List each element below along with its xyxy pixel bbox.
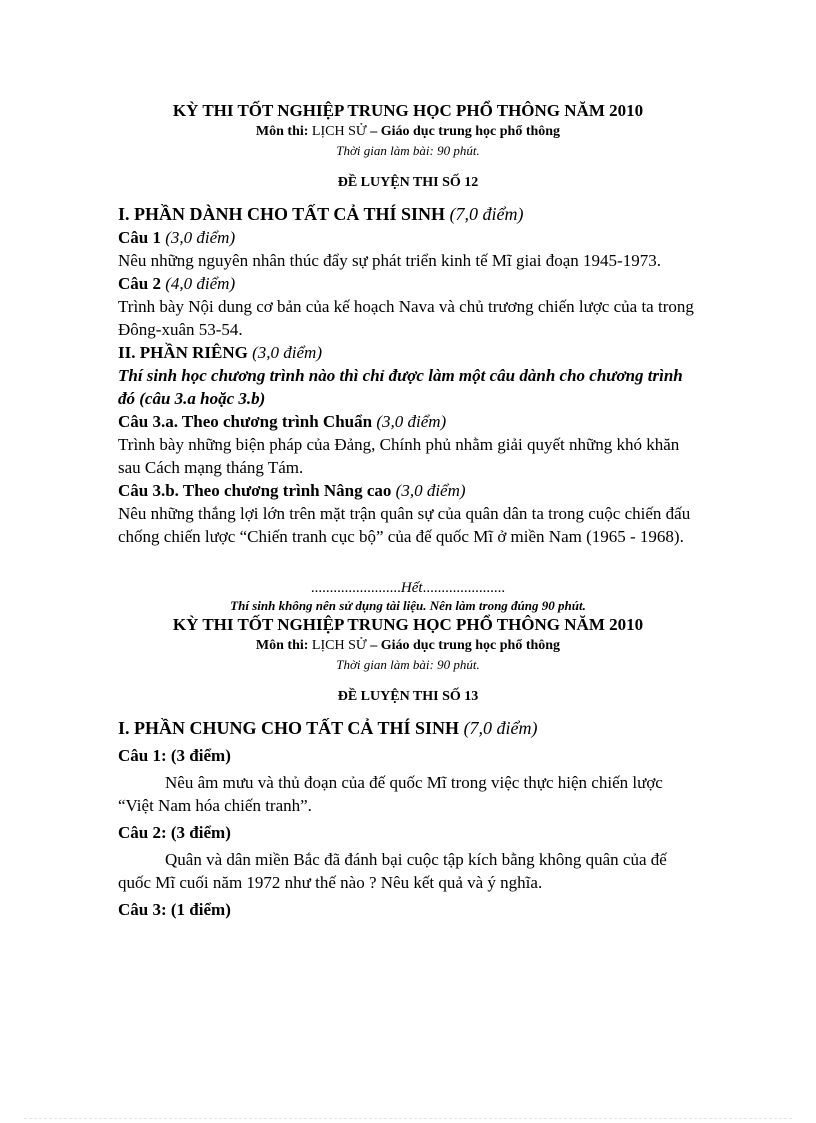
- exam-number: ĐỀ LUYỆN THI SỐ 12: [337, 175, 479, 190]
- section-2-title: II. PHẦN RIÊNG: [118, 343, 248, 362]
- section-2-points: (3,0 điểm): [247, 343, 322, 362]
- question-2-text: Trình bày Nội dung cơ bản của kế hoạch Nava và chủ trương chiến lược của ta trong Đông-xuân 53-54.: [118, 297, 694, 339]
- section-1-title: I. PHẦN CHUNG CHO TẤT CẢ THÍ SINH: [118, 718, 460, 738]
- question-3b-label: Câu 3.b. Theo chương trình Nâng cao: [118, 481, 392, 500]
- question-1-text: Nêu những nguyên nhân thúc đẩy sự phát triển kinh tế Mĩ giai đoạn 1945-1973.: [118, 251, 661, 270]
- document-page: [118, 100, 698, 921]
- question-1-points: (3,0 điểm): [160, 228, 236, 247]
- question-2-text: Quân và dân miền Bắc đã đánh bại cuộc tập kích bằng không quân của đế quốc Mĩ cuối năm 1972 như thế nào ? Nêu kết quả và ý nghĩa.: [118, 850, 667, 892]
- question-1-label: Câu 1: [118, 228, 161, 247]
- question-3-heading: Câu 3: (1 điểm): [118, 900, 231, 919]
- subject-label: Môn thi:: [255, 124, 312, 139]
- question-1-text: Nêu âm mưu và thủ đoạn của đế quốc Mĩ trong việc thực hiện chiến lược “Việt Nam hóa chiến tranh”.: [118, 773, 663, 815]
- question-3b-heading: [118, 479, 698, 502]
- end-note: Thí sinh không nên sử dụng tài liệu. Nên làm trong đúng 90 phút.: [230, 598, 586, 613]
- section-2-note: Thí sinh học chương trình nào thì chỉ được làm một câu dành cho chương trình đó (câu 3.a hoặc 3.b): [118, 366, 683, 408]
- question-3b-points: (3,0 điểm): [391, 481, 466, 500]
- exam-time: Thời gian làm bài: 90 phút.: [336, 143, 480, 158]
- page-bottom-divider: [24, 1118, 792, 1119]
- section-1-points: (7,0 điểm): [459, 718, 538, 738]
- question-3b-text: Nêu những thắng lợi lớn trên mặt trận quân sự của quân dân ta trong cuộc chiến đấu chống chiến lược “Chiến tranh cục bộ” của đế quốc Mĩ ở miền Nam (1965 - 1968).: [118, 504, 691, 546]
- question-3a-text: Trình bày những biện pháp của Đảng, Chính phủ nhằm giải quyết những khó khăn sau Cách mạng tháng Tám.: [118, 435, 680, 477]
- subject-rest: – Giáo dục trung học phổ thông: [366, 638, 561, 653]
- section-1-points: (7,0 điểm): [445, 204, 524, 224]
- question-2-heading: Câu 2: (3 điểm): [118, 823, 231, 842]
- section-2-heading: [118, 341, 698, 364]
- section-1-heading: [118, 716, 698, 740]
- section-1-heading: [118, 202, 698, 226]
- subject-label: Môn thi:: [255, 638, 312, 653]
- subject-name: LỊCH SỬ: [311, 638, 367, 653]
- question-3a-label: Câu 3.a. Theo chương trình Chuẩn: [118, 412, 373, 431]
- subject-name: LỊCH SỬ: [311, 124, 367, 139]
- subject-rest: – Giáo dục trung học phổ thông: [366, 124, 561, 139]
- exam-number: ĐỀ LUYỆN THI SỐ 13: [337, 689, 479, 704]
- section-1-title: I. PHẦN DÀNH CHO TẤT CẢ THÍ SINH: [118, 204, 446, 224]
- end-dots-right: ......................: [422, 580, 506, 596]
- question-1-heading: [118, 226, 698, 249]
- exam-subject: [118, 122, 698, 142]
- exam-header-12: [118, 100, 698, 192]
- question-2-heading: [118, 272, 698, 295]
- question-2-label: Câu 2: [118, 274, 161, 293]
- end-word: Hết: [400, 580, 423, 596]
- exam-subject: [118, 636, 698, 656]
- question-1-heading: Câu 1: (3 điểm): [118, 746, 231, 765]
- exam-header-13: [118, 614, 698, 706]
- question-3a-heading: [118, 410, 698, 433]
- question-3a-points: (3,0 điểm): [372, 412, 447, 431]
- exam-time: Thời gian làm bài: 90 phút.: [336, 657, 480, 672]
- exam-title: KỲ THI TỐT NGHIỆP TRUNG HỌC PHỔ THÔNG NĂM 2010: [172, 615, 644, 634]
- question-2-points: (4,0 điểm): [160, 274, 236, 293]
- end-marker: [118, 578, 698, 598]
- exam-footer-12: [118, 578, 698, 614]
- exam-title: KỲ THI TỐT NGHIỆP TRUNG HỌC PHỔ THÔNG NĂM 2010: [172, 101, 644, 120]
- end-dots-left: ........................: [310, 580, 401, 596]
